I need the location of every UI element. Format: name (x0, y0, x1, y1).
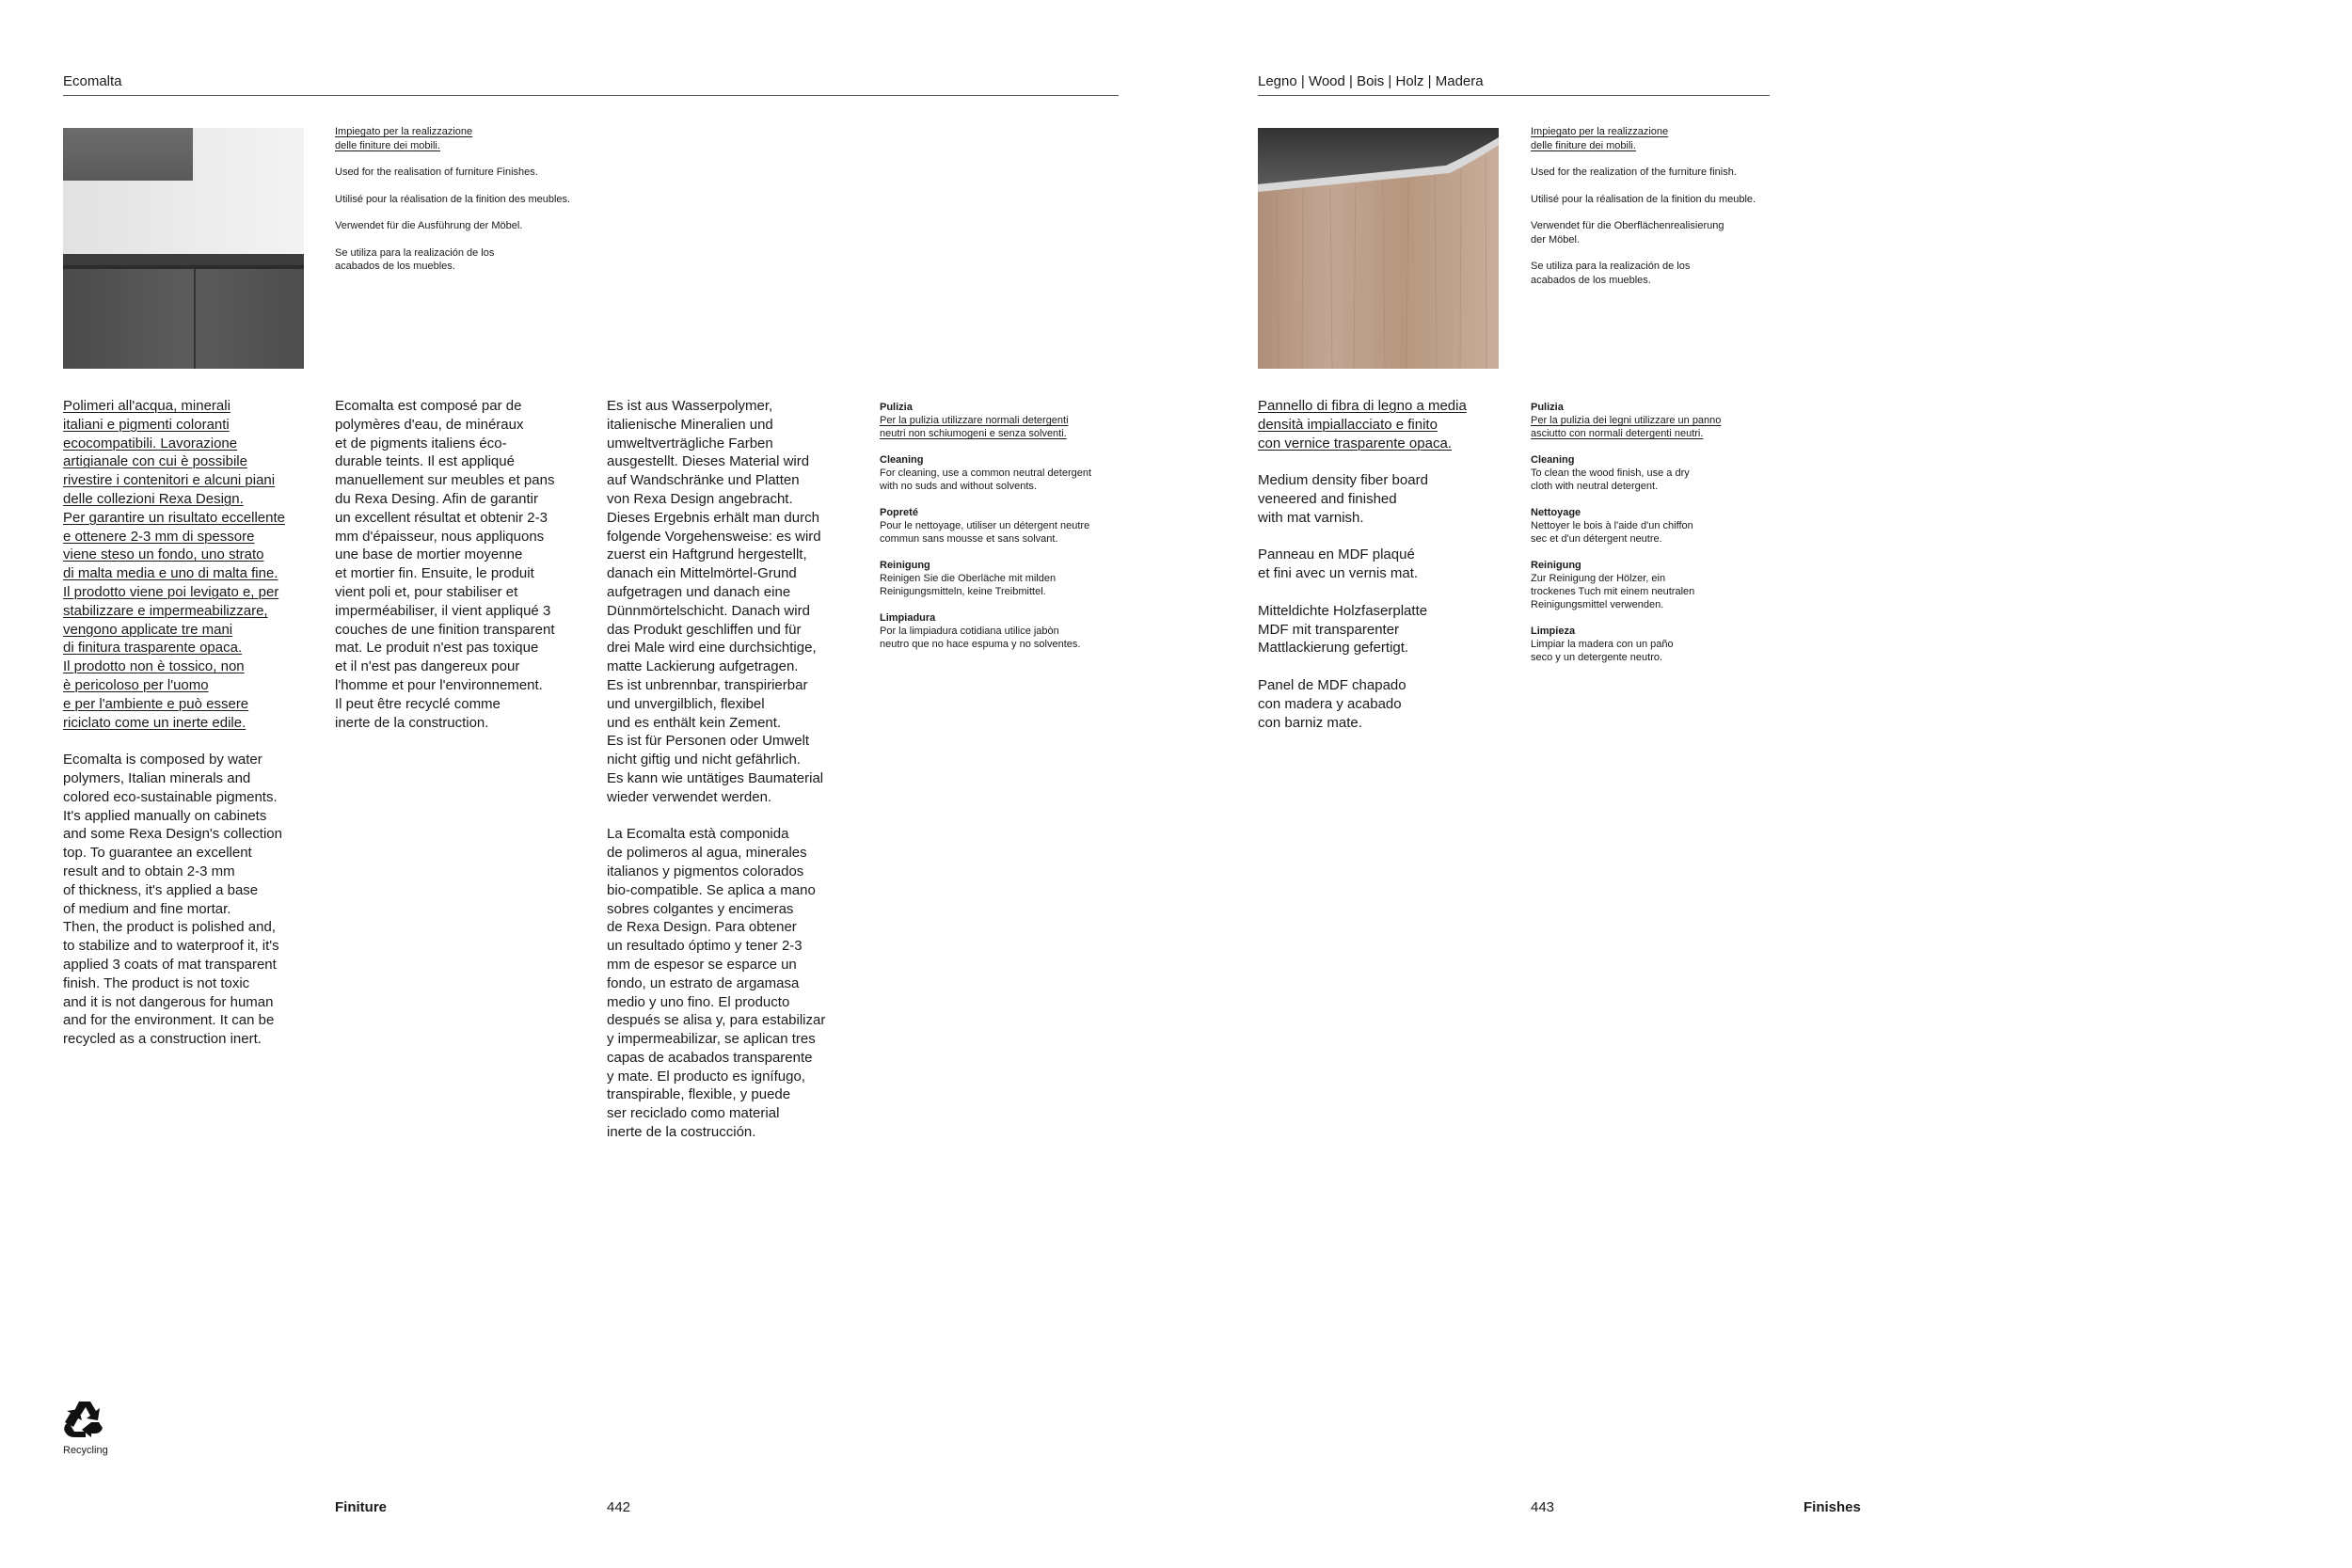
care-block-fr (1531, 506, 1785, 546)
care-text: Per la pulizia dei legni utilizzare un panno asciutto con normali detergenti neutri. (1531, 415, 1722, 439)
care-title: Limpieza (1531, 626, 1576, 637)
care-title: Limpiadura (880, 612, 936, 624)
footer-section-label-right: Finishes (1804, 1499, 1861, 1515)
wood-description-it: Pannello di fibra di legno a media densità impiallacciato e finito con vernice trasparente opaca. (1258, 398, 1467, 451)
wood-photo (1258, 128, 1499, 369)
care-title: Nettoyage (1531, 507, 1581, 518)
left-care-instructions (880, 401, 1134, 664)
care-block-it (880, 401, 1134, 440)
usage-note-it: Impiegato per la realizzazione delle finiture dei mobili. (1531, 126, 1669, 151)
usage-note-de: Verwendet für die Ausführung der Möbel. (335, 220, 523, 231)
footer-section-label-left: Finiture (335, 1499, 387, 1515)
wood-description-en: Medium density fiber board veneered and finished with mat varnish. (1258, 472, 1428, 526)
usage-note-en: Used for the realisation of furniture Finishes. (335, 166, 538, 178)
care-title: Pulizia (880, 402, 913, 413)
care-title: Popreté (880, 507, 918, 518)
usage-note-it: Impiegato per la realizzazione delle finiture dei mobili. (335, 126, 473, 151)
usage-note-de: Verwendet für die Oberflächenrealisierung der Möbel. (1531, 220, 1724, 245)
care-text: Nettoyer le bois à l'aide d'un chiffon sec et d'un détergent neutre. (1531, 520, 1693, 545)
right-usage-notes (1531, 125, 1813, 300)
ecomalta-photo (63, 128, 304, 369)
care-title: Cleaning (1531, 454, 1575, 466)
right-care-instructions (1531, 401, 1785, 677)
description-de: Es ist aus Wasserpolymer, italienische Mineralien und umweltverträgliche Farben ausgestellt. Dieses Material wird auf Wandschränke und Platten von Rexa Design angebracht. Dieses Ergebnis erhält man durch folgende Vorgehensweise: es wird zuerst ein Haftgrund hergestellt, danach ein Mittelmörtel-Grund aufgetragen und danach eine Dünnmörtelschicht. Danach wird das Produkt geschliffen und für drei Male wird eine durchsichtige, matte Lackierung aufgetragen. Es ist unbrennbar, transpirierbar und unvergilblich, flexibel und es enthält kein Zement. Es ist für Personen oder Umwelt nicht giftig und nicht gefährlich. Es kann wie untätiges Baumaterial wieder verwendet werden. (607, 398, 824, 805)
page-number-right: 443 (1531, 1499, 1555, 1515)
care-title: Pulizia (1531, 402, 1564, 413)
wood-description-de: Mitteldichte Holzfaserplatte MDF mit transparenter Mattlackierung gefertigt. (1258, 602, 1428, 657)
care-block-it (1531, 401, 1785, 440)
description-en: Ecomalta is composed by water polymers, Italian minerals and colored eco-sustainable pigments. It's applied manually on cabinets and some Rexa Design's collection top. To guarantee an excellent result and to obtain 2-3 mm of thickness, it's applied a base of medium and fine mortar. Then, the product is polished and, to stabilize and to waterproof it, it's applied 3 coats of mat transparent finish. The product is not toxic and it is not dangerous for human and for the environment. It can be recycled as a construction inert. (63, 752, 282, 1048)
care-block-de (880, 559, 1134, 598)
left-section-title: Ecomalta (63, 73, 122, 89)
left-column-1 (63, 397, 317, 1068)
care-text: To clean the wood finish, use a dry cloth with neutral detergent. (1531, 467, 1690, 492)
care-title: Cleaning (880, 454, 924, 466)
care-text: Zur Reinigung der Hölzer, ein trockenes Tuch mit einem neutralen Reinigungsmittel verwenden. (1531, 573, 1695, 610)
care-text: Por la limpiadura cotidiana utilice jabòn neutro que no hace espuma y no solventes. (880, 626, 1081, 650)
care-block-en (1531, 453, 1785, 493)
description-it: Polimeri all'acqua, minerali italiani e pigmenti coloranti ecocompatibili. Lavorazione artigianale con cui è possibile rivestire i contenitori e alcuni piani delle collezioni Rexa Design. Per garantire un risultato eccellente e ottenere 2-3 mm di spessore viene steso un fondo, uno strato di malta media e uno di malta fine. Il prodotto viene poi levigato e, per stabilizzare e impermeabilizzare, vengono applicate tre mani di finitura trasparente opaca. Il prodotto non è tossico, non è pericoloso per l'uomo e per l'ambiente e può essere riciclato come un inerte edile. (63, 398, 285, 731)
care-block-es (880, 611, 1134, 651)
page-number-left: 442 (607, 1499, 631, 1515)
left-column-2 (335, 397, 589, 751)
wood-description-es: Panel de MDF chapado con madera y acabado con barniz mate. (1258, 676, 1406, 731)
care-text: Pour le nettoyage, utiliser un détergent neutre commun sans mousse et sans solvant. (880, 520, 1090, 545)
right-description-column (1258, 397, 1521, 751)
care-block-es (1531, 625, 1785, 664)
care-block-en (880, 453, 1134, 493)
care-block-de (1531, 559, 1785, 611)
left-header-rule (63, 95, 1119, 96)
usage-note-es: Se utiliza para la realización de los acabados de los muebles. (1531, 261, 1691, 286)
care-title: Reinigung (880, 560, 930, 571)
wood-description-fr: Panneau en MDF plaqué et fini avec un vernis mat. (1258, 546, 1419, 582)
usage-note-fr: Utilisé pour la réalisation de la finition des meubles. (335, 193, 571, 205)
care-text: For cleaning, use a common neutral detergent with no suds and without solvents. (880, 467, 1092, 492)
usage-note-en: Used for the realization of the furniture finish. (1531, 166, 1737, 178)
recycling-label: Recycling (63, 1445, 108, 1456)
description-es: La Ecomalta està componida de polimeros al agua, minerales italianos y pigmentos colorados bio-compatible. Se aplica a mano sobres colgantes y encimeras de Rexa Design. Para obtener un resultado óptimo y tener 2-3 mm de espesor se esparce un fondo, un estrato de argamasa medio y uno fino. El producto después se alisa y, para estabilizar y impermeabilizar, se aplican tres capas de acabados transparente y mate. El producto es ignífugo, transpirable, flexible, y puede ser reciclado como material inerte de la costrucción. (607, 826, 826, 1141)
care-text: Limpiar la madera con un paño seco y un detergente neutro. (1531, 639, 1674, 663)
left-column-3 (607, 397, 861, 1161)
left-usage-notes (335, 125, 617, 287)
right-header-rule (1258, 95, 1770, 96)
care-title: Reinigung (1531, 560, 1581, 571)
care-block-fr (880, 506, 1134, 546)
description-fr: Ecomalta est composé par de polymères d'eau, de minéraux et de pigments italiens éco- durable teints. Il est appliqué manuellement sur meubles et pans du Rexa Desing. Afin de garantir un excellent résultat et obtenir 2-3 mm d'épaisseur, nous appliquons une base de mortier moyenne et mortier fin. Ensuite, le produit vient poli et, pour stabiliser et imperméabiliser, il vient appliqué 3 couches de une finition transparent mat. Le produit n'est pas toxique et il n'est pas dangereux pour l'homme et pour l'environnement. Il peut être recyclé comme inerte de la construction. (335, 398, 555, 731)
care-text: Reinigen Sie die Oberläche mit milden Reinigungsmitteln, keine Treibmittel. (880, 573, 1057, 597)
right-section-title: Legno | Wood | Bois | Holz | Madera (1258, 73, 1484, 89)
usage-note-fr: Utilisé pour la réalisation de la finition du meuble. (1531, 193, 1756, 205)
recycling-icon (63, 1398, 106, 1441)
care-text: Per la pulizia utilizzare normali detergenti neutri non schiumogeni e senza solventi. (880, 415, 1069, 439)
usage-note-es: Se utiliza para la realización de los acabados de los muebles. (335, 246, 495, 272)
